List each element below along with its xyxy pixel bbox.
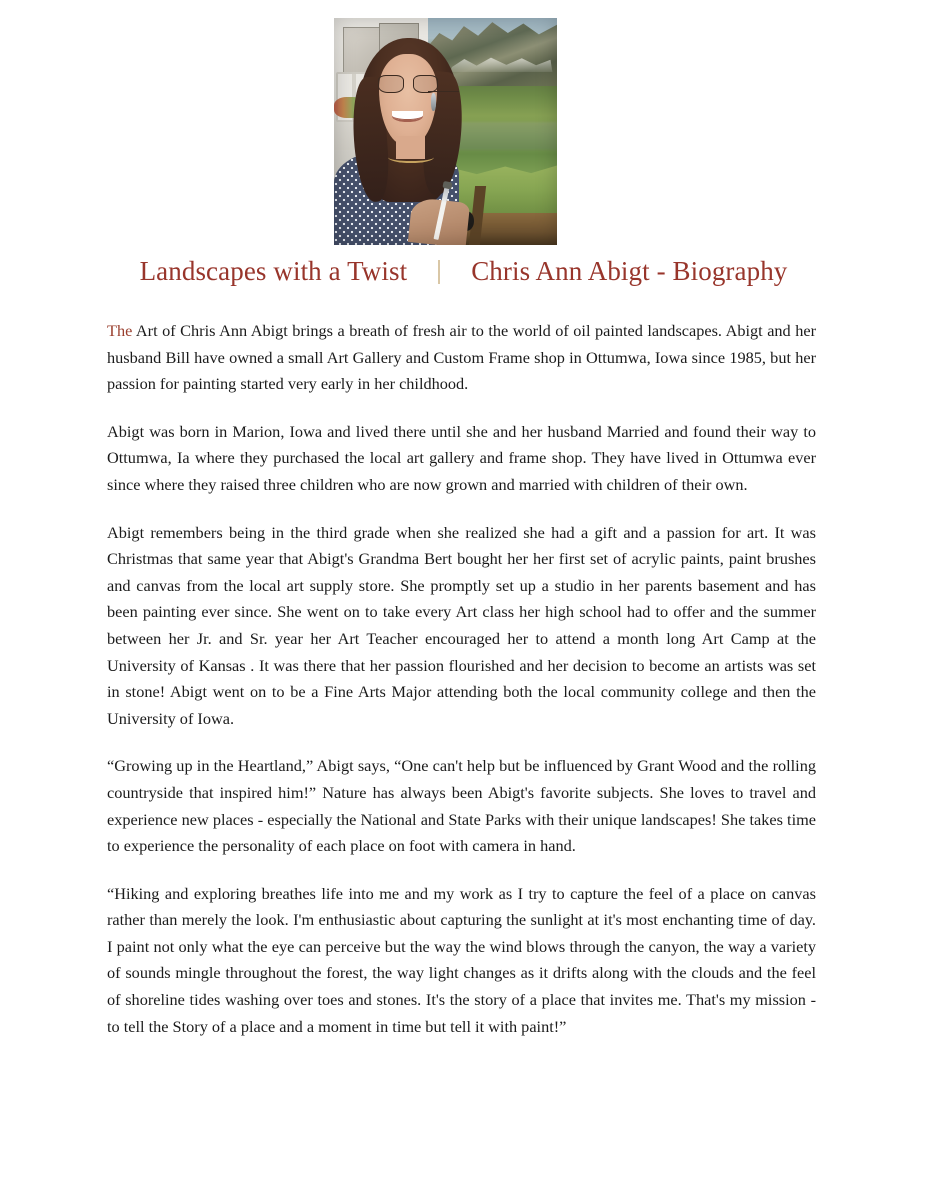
- eyeglasses-left-lens: [378, 75, 404, 93]
- artist-face: [379, 54, 437, 145]
- page-title-brand: Landscapes with a Twist: [139, 256, 408, 286]
- page-title-subject: Chris Ann Abigt - Biography: [471, 256, 788, 286]
- paragraph-2: Abigt was born in Marion, Iowa and lived there until she and her husband Married and found their way to Ottumwa, Ia where they purchased the local art gallery and frame shop. They have lived in Ottumwa ever since where they raised three children who are now grown and married with children of their own.: [107, 421, 816, 494]
- artist-portrait-photo: [334, 18, 557, 245]
- eyeglasses-bridge: [428, 91, 459, 93]
- title-separator: [438, 260, 440, 284]
- paragraph-4: “Growing up in the Heartland,” Abigt says, “One can't help but be influenced by Grant Wood and the rolling countryside that inspired him!” Nature has always been Abigt's favorite subjects. She loves to travel and experience new places - especially the National and State Parks with their unique landscapes! She takes time to experience the personality of each place on foot with camera in hand.: [107, 756, 816, 856]
- portrait-image: [334, 18, 557, 245]
- paragraph-1: [107, 318, 816, 398]
- paragraph-1-text: Art of Chris Ann Abigt brings a breath of fresh air to the world of oil painted landscapes. Abigt and her husband Bill have owned a small Art Gallery and Custom Frame shop in Ottumwa, Iowa since 1985, but her passion for painting started very early in her childhood.: [107, 321, 816, 394]
- page-title: [0, 256, 927, 287]
- paragraph-3: Abigt remembers being in the third grade when she realized she had a gift and a passion for art. It was Christmas that same year that Abigt's Grandma Bert bought her her first set of acrylic paints, paint brushes and canvas from the local art supply store. She promptly set up a studio in her parents basement and has been painting ever since. She went on to take every Art class her high school had to offer and the summer between her Jr. and Sr. year her Art Teacher encouraged her to attend a month long Art Camp at the University of Kansas . It was there that her passion flourished and her decision to become an artists was set in stone! Abigt went on to be a Fine Arts Major attending both the local community college and then the University of Iowa.: [107, 522, 816, 728]
- paragraph-5: “Hiking and exploring breathes life into me and my work as I try to capture the feel of a place on canvas rather than merely the look. I'm enthusiastic about capturing the sunlight at it's most enchanting time of day. I paint not only what the eye can perceive but the way the wind blows through the canyon, the way a variety of sounds mingle throughout the forest, the way light changes as it drifts along with the clouds and the feel of shoreline tides washing over toes and stones. It's the story of a place that invites me. That's my mission - to tell the Story of a place and a moment in time but tell it with paint!”: [107, 883, 816, 1036]
- biography-article: [107, 318, 816, 1040]
- paragraph-1-lead-word: The: [107, 321, 133, 340]
